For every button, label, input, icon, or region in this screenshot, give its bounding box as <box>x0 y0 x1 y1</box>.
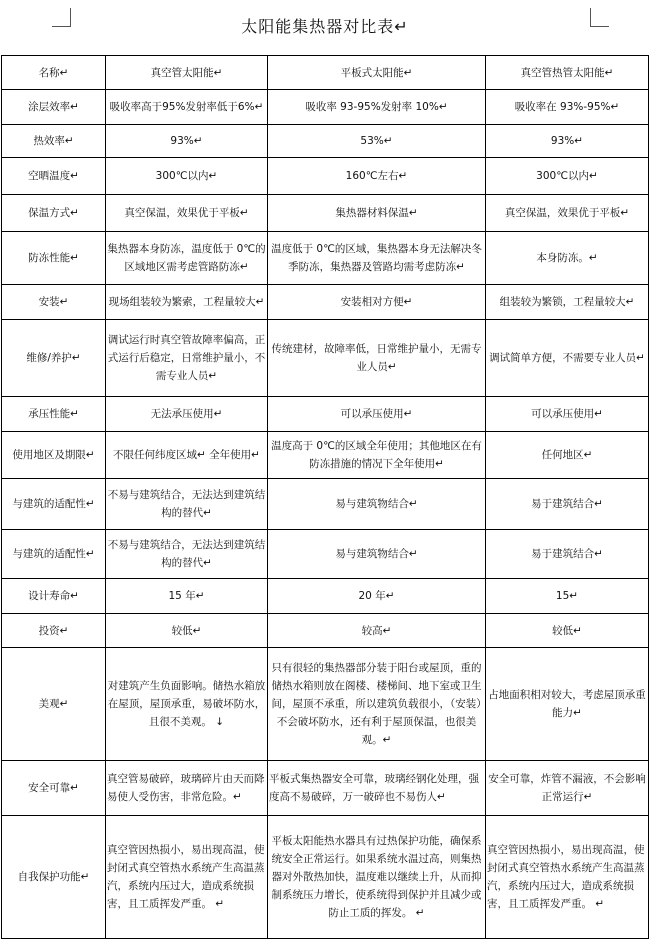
table-cell: 真空管因热损小，易出现高温，使封闭式真空管热水系统产生高温蒸汽，系统内压过大，造成系统损害，且工质挥发严重。 ↵ <box>106 816 268 939</box>
comparison-table <box>1 55 649 939</box>
row-label: 使用地区及期限↵ <box>2 432 106 479</box>
table-row <box>2 232 649 285</box>
table-cell: 吸收率高于95%发射率低于6%↵ <box>106 90 268 125</box>
table-row <box>2 285 649 320</box>
table-cell: 传统建材，故障率低，日常维护量小，无需专业人员↵ <box>268 320 486 397</box>
table-cell: 可以承压使用↵ <box>486 397 649 432</box>
table-cell: 93%↵ <box>106 125 268 158</box>
header-cell: 真空管热管太阳能↵ <box>486 56 649 90</box>
table-cell: 安装相对方便↵ <box>268 285 486 320</box>
table-cell: 易与建筑物结合↵ <box>268 479 486 530</box>
table-row <box>2 816 649 939</box>
row-label: 保温方式↵ <box>2 195 106 232</box>
table-cell: 300℃以内↵ <box>106 158 268 195</box>
table-cell: 对建筑产生负面影响。储热水箱放在屋顶，屋顶承重，易破坏防水，且很不美观。 ↓ <box>106 648 268 761</box>
table-cell: 安全可靠，炸管不漏液，不会影响正常运行↵ <box>486 761 649 816</box>
row-label: 美观↵ <box>2 648 106 761</box>
row-label: 涂层效率↵ <box>2 90 106 125</box>
row-label: 与建筑的适配性↵ <box>2 479 106 530</box>
table-row <box>2 614 649 648</box>
table-row <box>2 125 649 158</box>
table-cell: 温度高于 0℃的区域全年使用；其他地区在有防冻措施的情况下全年使用↵ <box>268 432 486 479</box>
row-label: 安全可靠↵ <box>2 761 106 816</box>
table-row <box>2 530 649 579</box>
table-cell: 易于建筑结合↵ <box>486 479 649 530</box>
table-cell: 300℃以内↵ <box>486 158 649 195</box>
table-cell: 吸收率 93-95%发射率 10%↵ <box>268 90 486 125</box>
row-label: 承压性能↵ <box>2 397 106 432</box>
table-cell: 不易与建筑结合，无法达到建筑结构的替代↵ <box>106 479 268 530</box>
table-row <box>2 90 649 125</box>
table-row <box>2 195 649 232</box>
table-cell: 组装较为繁锁，工程量较大↵ <box>486 285 649 320</box>
table-cell: 较低↵ <box>106 614 268 648</box>
table-row <box>2 432 649 479</box>
table-cell: 吸收率在 93%-95%↵ <box>486 90 649 125</box>
table-cell: 160℃左右↵ <box>268 158 486 195</box>
table-row <box>2 761 649 816</box>
table-cell: 温度低于 0℃的区域，集热器本身无法解决冬季防冻，集热器及管路均需考虑防冻↵ <box>268 232 486 285</box>
table-cell: 可以承压使用↵ <box>268 397 486 432</box>
table-row <box>2 579 649 614</box>
header-cell: 名称↵ <box>2 56 106 90</box>
table-cell: 15↵ <box>486 579 649 614</box>
table-cell: 无法承压使用↵ <box>106 397 268 432</box>
table-cell: 真空管易破碎，玻璃碎片由天而降易使人受伤害，非常危险。↵ <box>106 761 268 816</box>
row-label: 设计寿命↵ <box>2 579 106 614</box>
table-row <box>2 479 649 530</box>
table-cell: 易与建筑物结合↵ <box>268 530 486 579</box>
table-cell: 任何地区↵ <box>486 432 649 479</box>
table-cell: 调试运行时真空管故障率偏高，正式运行后稳定，日常维护量小，不需专业人员↵ <box>106 320 268 397</box>
table-cell: 现场组装较为繁索，工程量较大↵ <box>106 285 268 320</box>
table-row <box>2 397 649 432</box>
table-cell: 真空保温，效果优于平板↵ <box>106 195 268 232</box>
page-title: 太阳能集热器对比表↵ <box>241 17 409 36</box>
row-label: 安装↵ <box>2 285 106 320</box>
table-cell: 本身防冻。↵ <box>486 232 649 285</box>
table-cell: 93%↵ <box>486 125 649 158</box>
table-cell: 20 年↵ <box>268 579 486 614</box>
row-label: 与建筑的适配性↵ <box>2 530 106 579</box>
row-label: 自我保护功能↵ <box>2 816 106 939</box>
row-label: 热效率↵ <box>2 125 106 158</box>
table-cell: 53%↵ <box>268 125 486 158</box>
table-cell: 调试简单方便，不需要专业人员↵ <box>486 320 649 397</box>
table-cell: 易于建筑结合↵ <box>486 530 649 579</box>
header-cell: 真空管太阳能↵ <box>106 56 268 90</box>
table-cell: 集热器本身防冻，温度低于 0℃的区域地区需考虑管路防冻↵ <box>106 232 268 285</box>
table-row <box>2 320 649 397</box>
table-cell: 较高↵ <box>268 614 486 648</box>
table-cell: 15 年↵ <box>106 579 268 614</box>
table-cell: 平板太阳能热水器具有过热保护功能，确保系统安全正常运行。如果系统水温过高，则集热器对外散热加快，温度难以继续上升，从而抑制系统压力增长，使系统得到保护并且减少或防止工质的挥发。 ↵ <box>268 816 486 939</box>
table-cell: 较低↵ <box>486 614 649 648</box>
header-row <box>2 56 649 90</box>
row-label: 空晒温度↵ <box>2 158 106 195</box>
table-cell: 占地面积相对较大，考虑屋顶承重能力↵ <box>486 648 649 761</box>
table-row <box>2 648 649 761</box>
table-cell: 集热器材料保温↵ <box>268 195 486 232</box>
header-cell: 平板式太阳能↵ <box>268 56 486 90</box>
table-cell: 不限任何纬度区域↵ 全年使用↵ <box>106 432 268 479</box>
table-cell: 真空管因热损小，易出现高温，使封闭式真空管热水系统产生高温蒸汽，系统内压过大，造成系统损害，且工质挥发严重。 ↵ <box>486 816 649 939</box>
table-row <box>2 158 649 195</box>
table-cell: 平板式集热器安全可靠，玻璃经钢化处理，强度高不易破碎，万一破碎也不易伤人↵ <box>268 761 486 816</box>
row-label: 投资↵ <box>2 614 106 648</box>
table-cell: 不易与建筑结合，无法达到建筑结构的替代↵ <box>106 530 268 579</box>
table-cell: 只有很轻的集热器部分装于阳台或屋顶，重的储热水箱则放在阁楼、楼梯间、地下室或卫生间，屋顶不承重，所以建筑负载很小，（安装）不会破坏防水，还有利于屋顶保温，也很美观。↵ <box>268 648 486 761</box>
table-cell: 真空保温，效果优于平板↵ <box>486 195 649 232</box>
row-label: 维修/养护↵ <box>2 320 106 397</box>
row-label: 防冻性能↵ <box>2 232 106 285</box>
